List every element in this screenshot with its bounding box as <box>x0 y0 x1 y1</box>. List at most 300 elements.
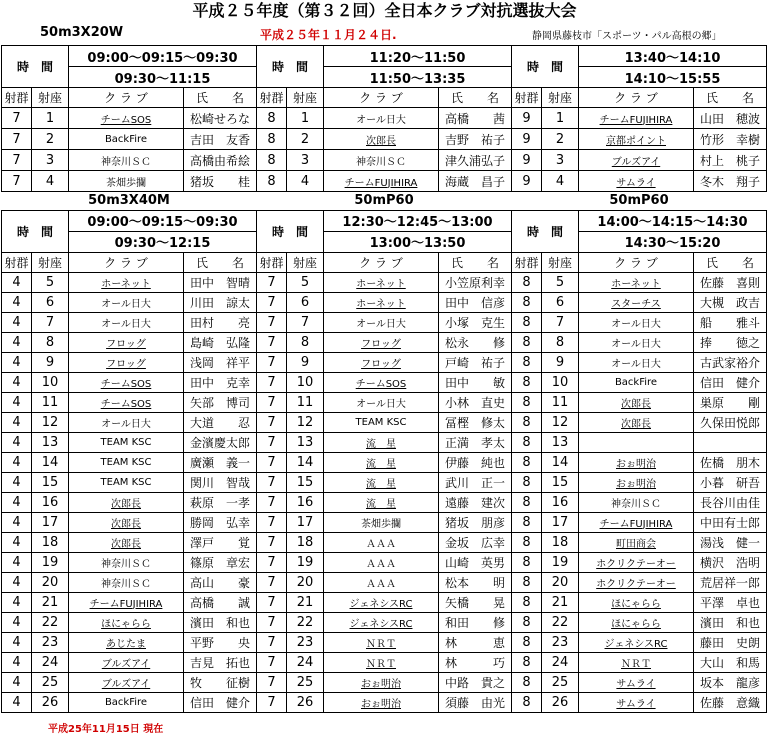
club-cell <box>579 332 694 352</box>
shooter-name: 小暮 研吾 <box>694 472 767 492</box>
shooting-position: 2 <box>32 129 69 150</box>
shooting-position: 3 <box>32 150 69 171</box>
shooting-position: 16 <box>32 492 69 512</box>
club-name: オール日大 <box>356 398 406 410</box>
shooting-group: 7 <box>257 412 287 432</box>
club-name: 町田商会 <box>616 538 656 550</box>
club-name: TEAM KSC <box>100 476 152 488</box>
club-cell <box>69 612 184 632</box>
table-row <box>2 452 767 472</box>
shooter-name: 久保田悦郎 <box>694 412 767 432</box>
shooting-position: 20 <box>32 572 69 592</box>
shooting-position: 14 <box>32 452 69 472</box>
club-name: おぉ明治 <box>616 478 656 490</box>
shooter-name: 信田 健介 <box>694 372 767 392</box>
club-cell <box>69 372 184 392</box>
shooting-group: 7 <box>257 672 287 692</box>
club-name: ほにゃらら <box>611 618 661 630</box>
shooting-position: 24 <box>287 652 324 672</box>
club-cell <box>324 532 439 552</box>
shooting-position: 3 <box>542 150 579 171</box>
club-name: 京都ポイント <box>606 135 666 147</box>
club-cell <box>69 472 184 492</box>
shooter-name: 山崎 英男 <box>439 552 512 572</box>
table-row <box>2 512 767 532</box>
club-cell <box>69 512 184 532</box>
shooting-group: 8 <box>257 108 287 129</box>
shooter-name: 戸崎 祐子 <box>439 352 512 372</box>
shooting-group: 7 <box>257 512 287 532</box>
time-slot: 09:30～11:15 <box>69 67 257 88</box>
shooting-position: 20 <box>542 572 579 592</box>
shooter-name: 古武家裕介 <box>694 352 767 372</box>
shooting-position: 21 <box>542 592 579 612</box>
event-caption: 50mP60 <box>609 193 669 209</box>
club-cell <box>69 412 184 432</box>
shagun-header: 射群 <box>257 88 287 108</box>
shooting-group: 4 <box>2 692 32 712</box>
table-row <box>2 612 767 632</box>
shooting-position: 17 <box>542 512 579 532</box>
club-name: サムライ <box>616 698 656 710</box>
time-slot: 09:00～09:15～09:30 <box>69 210 257 231</box>
club-cell <box>324 372 439 392</box>
shooter-name: 荒居祥一郎 <box>694 572 767 592</box>
shooting-position: 9 <box>32 352 69 372</box>
club-name: BackFire <box>104 133 148 145</box>
shooting-group: 4 <box>2 272 32 292</box>
club-name: チームSOS <box>355 378 407 390</box>
shooting-position: 23 <box>287 632 324 652</box>
event-label-1: 50m3X20W <box>40 25 124 40</box>
club-cell <box>579 512 694 532</box>
club-name: 次郎長 <box>111 518 141 530</box>
club-cell <box>579 452 694 472</box>
shooting-group: 4 <box>2 652 32 672</box>
club-name: チームSOS <box>100 114 152 126</box>
time-label: 時 間 <box>257 210 324 252</box>
shooter-name: 矢部 博司 <box>184 392 257 412</box>
shooting-group: 4 <box>2 392 32 412</box>
shooting-group: 7 <box>257 552 287 572</box>
shooting-group: 9 <box>512 171 542 192</box>
club-cell <box>324 652 439 672</box>
club-header: ク ラ ブ <box>69 252 184 272</box>
club-cell <box>69 392 184 412</box>
table-row <box>2 532 767 552</box>
club-name: フロッグ <box>106 358 146 370</box>
club-cell <box>69 532 184 552</box>
shooter-name: 平澤 卓也 <box>694 592 767 612</box>
shooter-name: 山田 穂波 <box>694 108 767 129</box>
shooting-group: 8 <box>512 532 542 552</box>
shooter-name: 佐藤 意織 <box>694 692 767 712</box>
club-cell <box>69 129 184 150</box>
club-name: サムライ <box>616 678 656 690</box>
page-title: 平成２５年度（第３２回）全日本クラブ対抗選抜大会 <box>192 1 577 20</box>
shooting-position: 11 <box>542 392 579 412</box>
club-cell <box>69 292 184 312</box>
club-cell <box>69 272 184 292</box>
club-cell <box>69 572 184 592</box>
shooting-position: 26 <box>32 692 69 712</box>
shooting-position: 22 <box>32 612 69 632</box>
club-cell <box>69 552 184 572</box>
shooting-position: 19 <box>32 552 69 572</box>
shaza-header: 射座 <box>287 88 324 108</box>
shooting-group: 7 <box>2 150 32 171</box>
table-row <box>2 492 767 512</box>
shooting-group: 7 <box>257 612 287 632</box>
club-cell <box>324 352 439 372</box>
table-row <box>2 292 767 312</box>
shooting-position: 8 <box>287 332 324 352</box>
shooter-name: 金坂 広幸 <box>439 532 512 552</box>
club-name: おぉ明治 <box>361 678 401 690</box>
shooting-position: 5 <box>287 272 324 292</box>
shooter-name: 武川 正一 <box>439 472 512 492</box>
shooting-position: 3 <box>287 150 324 171</box>
shooter-name: 濱田 和也 <box>184 612 257 632</box>
shooting-position: 15 <box>287 472 324 492</box>
event-caption-row <box>2 192 767 210</box>
club-cell <box>324 392 439 412</box>
club-cell <box>324 129 439 150</box>
time-slot: 14:30～15:20 <box>579 231 767 252</box>
shagun-header: 射群 <box>512 252 542 272</box>
club-name: 神奈川ＳＣ <box>356 156 406 168</box>
club-cell <box>324 432 439 452</box>
club-name: 神奈川ＳＣ <box>101 558 151 570</box>
club-cell <box>579 612 694 632</box>
shooter-name: 長谷川由佳 <box>694 492 767 512</box>
club-cell <box>579 352 694 372</box>
time-slot: 13:40～14:10 <box>579 46 767 67</box>
shooting-group: 8 <box>257 171 287 192</box>
shooter-name: 伊藤 純也 <box>439 452 512 472</box>
club-name: ＡＡＡ <box>366 578 396 590</box>
shooting-position: 26 <box>287 692 324 712</box>
time-row <box>2 231 767 252</box>
shooting-position: 13 <box>542 432 579 452</box>
club-cell <box>579 292 694 312</box>
shooting-position: 10 <box>287 372 324 392</box>
shooting-position: 11 <box>287 392 324 412</box>
shooting-group: 7 <box>257 432 287 452</box>
shooter-name: 林 恵 <box>439 632 512 652</box>
shooter-name: 村上 桃子 <box>694 150 767 171</box>
name-header: 氏 名 <box>694 252 767 272</box>
shooter-name: 小塚 克生 <box>439 312 512 332</box>
club-name: 流 星 <box>366 498 396 510</box>
shooting-group: 7 <box>257 692 287 712</box>
club-name: ほにゃらら <box>611 598 661 610</box>
club-cell <box>69 332 184 352</box>
shooter-name: 横沢 浩明 <box>694 552 767 572</box>
club-cell <box>579 492 694 512</box>
club-name: TEAM KSC <box>100 456 152 468</box>
time-slot: 09:30～12:15 <box>69 231 257 252</box>
club-name: オール日大 <box>611 318 661 330</box>
shooting-position: 13 <box>32 432 69 452</box>
shooting-position: 5 <box>542 272 579 292</box>
shooting-position: 8 <box>542 332 579 352</box>
table-row <box>2 632 767 652</box>
shooting-group: 8 <box>512 332 542 352</box>
shooting-position: 4 <box>32 171 69 192</box>
shooting-group: 8 <box>512 492 542 512</box>
club-cell <box>69 352 184 372</box>
club-name: チームSOS <box>100 398 152 410</box>
club-name: 神奈川ＳＣ <box>611 498 661 510</box>
shooting-group: 4 <box>2 512 32 532</box>
shooting-group: 7 <box>2 129 32 150</box>
shooter-name: 佐橋 朋木 <box>694 452 767 472</box>
club-cell <box>579 592 694 612</box>
shooter-name: 田中 智晴 <box>184 272 257 292</box>
club-cell <box>324 472 439 492</box>
club-name: オール日大 <box>611 358 661 370</box>
club-name: チームFUJIHIRA <box>599 518 673 530</box>
club-cell <box>579 692 694 712</box>
club-cell <box>579 532 694 552</box>
shooting-position: 22 <box>542 612 579 632</box>
shooting-position: 18 <box>32 532 69 552</box>
club-name: ブルズアイ <box>101 678 151 690</box>
shaza-header: 射座 <box>542 252 579 272</box>
club-name: オール日大 <box>101 318 151 330</box>
shooter-name: 牧 征樹 <box>184 672 257 692</box>
club-name: チームFUJIHIRA <box>344 177 418 189</box>
shooting-position: 23 <box>542 632 579 652</box>
time-label: 時 間 <box>257 46 324 88</box>
shooting-group: 4 <box>2 372 32 392</box>
shooter-name: 須藤 由光 <box>439 692 512 712</box>
club-header: ク ラ ブ <box>324 252 439 272</box>
table-row <box>2 352 767 372</box>
club-cell <box>324 612 439 632</box>
table-row <box>2 552 767 572</box>
shooting-group: 9 <box>512 129 542 150</box>
shooter-name: 信田 健介 <box>184 692 257 712</box>
shooting-position: 19 <box>542 552 579 572</box>
shaza-header: 射座 <box>32 252 69 272</box>
shooting-position: 4 <box>542 171 579 192</box>
table-row <box>2 108 767 129</box>
table-row <box>2 692 767 712</box>
schedule-table-2 <box>1 192 767 713</box>
shagun-header: 射群 <box>2 88 32 108</box>
club-cell <box>69 432 184 452</box>
club-cell <box>69 312 184 332</box>
shooter-name: 田中 信彦 <box>439 292 512 312</box>
event-caption: 50m3X40M <box>88 193 170 209</box>
shooting-group: 9 <box>512 150 542 171</box>
shooting-group: 8 <box>512 672 542 692</box>
shooter-name: 正満 孝太 <box>439 432 512 452</box>
shooter-name: 大山 和馬 <box>694 652 767 672</box>
shooting-group: 4 <box>2 612 32 632</box>
name-header: 氏 名 <box>439 252 512 272</box>
shooter-name: 松崎せろな <box>184 108 257 129</box>
shooter-name: 浅岡 祥平 <box>184 352 257 372</box>
shooting-group: 4 <box>2 412 32 432</box>
club-name: ホーネット <box>101 278 151 290</box>
club-name: ブルズアイ <box>611 156 661 168</box>
shooter-name: 矢橋 晃 <box>439 592 512 612</box>
time-row <box>2 210 767 231</box>
table-row <box>2 332 767 352</box>
shooter-name: 田村 亮 <box>184 312 257 332</box>
shooting-position: 10 <box>542 372 579 392</box>
shooting-position: 6 <box>542 292 579 312</box>
shooting-position: 23 <box>32 632 69 652</box>
time-slot: 14:00～14:15～14:30 <box>579 210 767 231</box>
shooting-position: 26 <box>542 692 579 712</box>
schedule-table-1 <box>1 45 767 192</box>
club-cell <box>579 171 694 192</box>
shooting-group: 7 <box>257 532 287 552</box>
shooting-group: 7 <box>257 312 287 332</box>
shooter-name: 高橋 誠 <box>184 592 257 612</box>
shooting-group: 7 <box>257 492 287 512</box>
shaza-header: 射座 <box>542 88 579 108</box>
club-name: オール日大 <box>101 298 151 310</box>
time-row <box>2 46 767 67</box>
shooter-name: 和田 修 <box>439 612 512 632</box>
club-cell <box>324 572 439 592</box>
shooting-position: 25 <box>542 672 579 692</box>
shooter-name: 田中 敏 <box>439 372 512 392</box>
shooting-position: 25 <box>287 672 324 692</box>
shooting-group: 8 <box>512 272 542 292</box>
club-name: チームSOS <box>100 378 152 390</box>
club-cell <box>579 572 694 592</box>
shooting-position: 7 <box>542 312 579 332</box>
shooting-position: 18 <box>287 532 324 552</box>
table-row <box>2 672 767 692</box>
club-cell <box>324 552 439 572</box>
shooting-group: 8 <box>512 452 542 472</box>
shooting-position: 20 <box>287 572 324 592</box>
club-name: ＮＲＴ <box>366 658 396 670</box>
club-cell <box>324 108 439 129</box>
shooting-position: 12 <box>287 412 324 432</box>
shooter-name: 遠藤 建次 <box>439 492 512 512</box>
shooting-group: 8 <box>512 692 542 712</box>
club-cell <box>579 412 694 432</box>
shooter-name: 高山 豪 <box>184 572 257 592</box>
shooting-group: 8 <box>512 652 542 672</box>
club-cell <box>579 652 694 672</box>
club-cell <box>324 512 439 532</box>
shooting-position: 13 <box>287 432 324 452</box>
shooting-group: 8 <box>512 632 542 652</box>
club-name: 次郎長 <box>621 418 651 430</box>
shooter-name: 中路 貴之 <box>439 672 512 692</box>
club-header: ク ラ ブ <box>579 252 694 272</box>
club-name: フロッグ <box>361 358 401 370</box>
shooting-group: 4 <box>2 672 32 692</box>
shooting-position: 12 <box>542 412 579 432</box>
shooter-name: 篠原 章宏 <box>184 552 257 572</box>
club-header: ク ラ ブ <box>69 88 184 108</box>
time-slot: 09:00～09:15～09:30 <box>69 46 257 67</box>
shooter-name: 津久浦弘子 <box>439 150 512 171</box>
shaza-header: 射座 <box>32 88 69 108</box>
club-cell <box>579 432 694 452</box>
shooter-name: 海蔵 昌子 <box>439 171 512 192</box>
club-name: 次郎長 <box>111 498 141 510</box>
shooting-position: 12 <box>32 412 69 432</box>
shooter-name: 松本 明 <box>439 572 512 592</box>
shooting-group: 4 <box>2 572 32 592</box>
shooting-group: 4 <box>2 552 32 572</box>
shooter-name: 関川 智哉 <box>184 472 257 492</box>
club-name: おぉ明治 <box>616 458 656 470</box>
shooting-group: 7 <box>2 171 32 192</box>
club-name: ホクリクテーオー <box>596 578 676 590</box>
table-row <box>2 572 767 592</box>
club-cell <box>324 592 439 612</box>
shooting-group: 4 <box>2 432 32 452</box>
table-row <box>2 372 767 392</box>
shooting-group: 7 <box>257 292 287 312</box>
shooter-name: 吉野 祐子 <box>439 129 512 150</box>
shooting-group: 7 <box>257 452 287 472</box>
club-name: ホーネット <box>356 278 406 290</box>
shooter-name: 竹形 幸樹 <box>694 129 767 150</box>
club-name: オール日大 <box>356 318 406 330</box>
shooter-name: 萩原 一孝 <box>184 492 257 512</box>
shooting-group: 8 <box>512 392 542 412</box>
shooter-name: 巣原 剛 <box>694 392 767 412</box>
club-name: 神奈川ＳＣ <box>101 578 151 590</box>
club-name: 流 星 <box>366 458 396 470</box>
shooter-name: 坂本 龍彦 <box>694 672 767 692</box>
shooting-group: 7 <box>257 272 287 292</box>
shooter-name: 吉田 友香 <box>184 129 257 150</box>
club-cell <box>69 171 184 192</box>
name-header: 氏 名 <box>184 252 257 272</box>
shooting-position: 1 <box>287 108 324 129</box>
shooting-group: 7 <box>257 372 287 392</box>
shooting-group: 4 <box>2 532 32 552</box>
club-cell <box>324 312 439 332</box>
shooter-name: 平野 央 <box>184 632 257 652</box>
shooting-position: 2 <box>287 129 324 150</box>
table-row <box>2 432 767 452</box>
club-name: ジェネシスRC <box>604 638 668 650</box>
club-name: ＡＡＡ <box>366 538 396 550</box>
shooting-position: 14 <box>542 452 579 472</box>
club-name: 次郎長 <box>621 398 651 410</box>
club-name: ホーネット <box>356 298 406 310</box>
shooter-name: 高橋由希絵 <box>184 150 257 171</box>
club-cell <box>324 332 439 352</box>
table-row <box>2 150 767 171</box>
shagun-header: 射群 <box>2 252 32 272</box>
shooting-position: 21 <box>287 592 324 612</box>
shooting-group: 4 <box>2 592 32 612</box>
shooter-name: 佐藤 喜則 <box>694 272 767 292</box>
club-name: おぉ明治 <box>361 698 401 710</box>
shooting-group: 7 <box>257 652 287 672</box>
shooting-group: 7 <box>257 472 287 492</box>
column-header-row <box>2 88 767 108</box>
club-name: チームFUJIHIRA <box>89 598 163 610</box>
shooting-position: 21 <box>32 592 69 612</box>
